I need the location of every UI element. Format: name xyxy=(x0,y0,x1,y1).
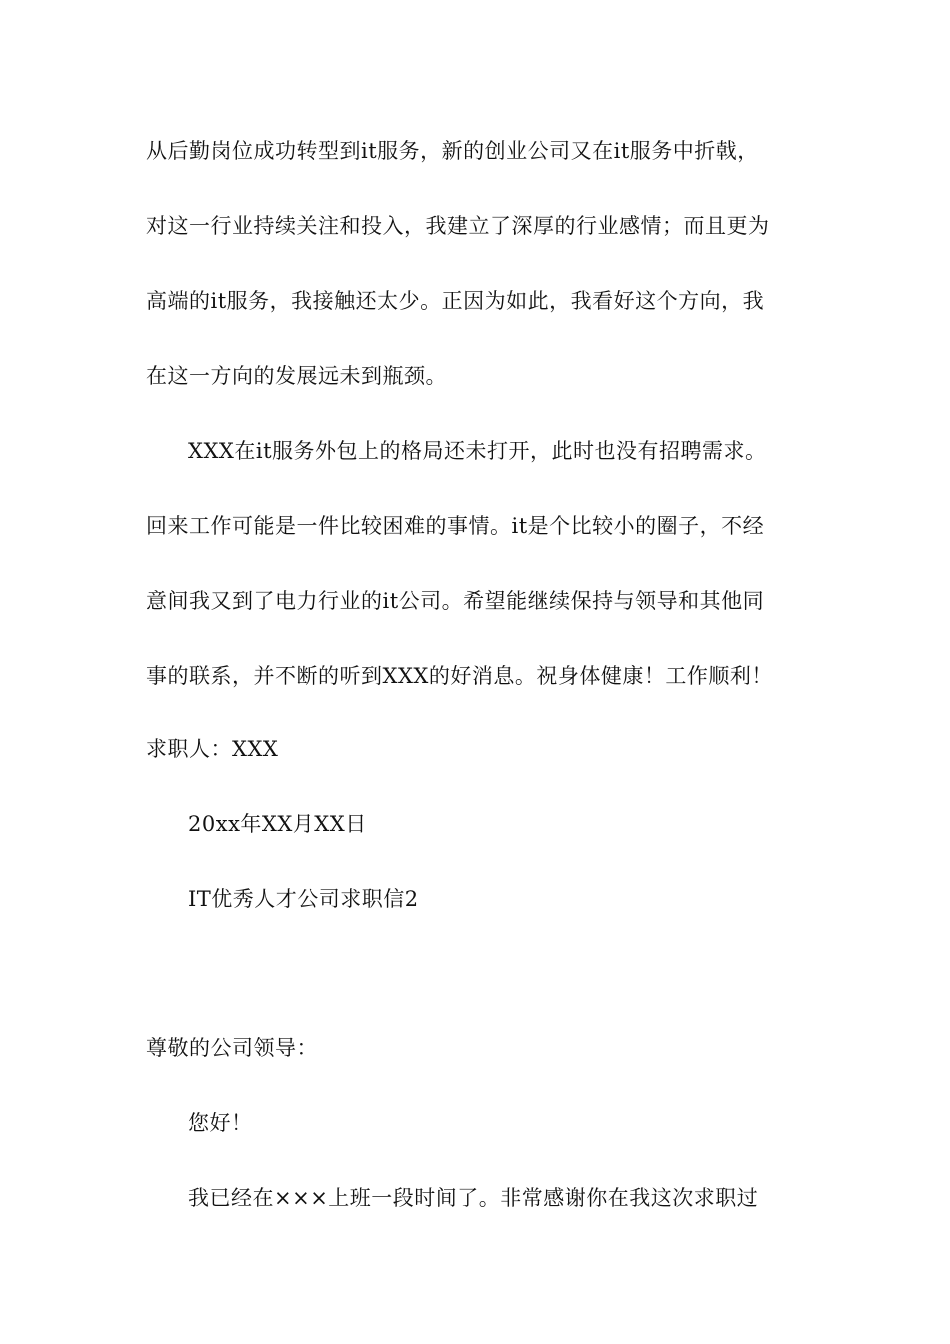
body-line-2: 对这一行业持续关注和投入，我建立了深厚的行业感情；而且更为 xyxy=(146,214,770,238)
signature-line: 求职人：XXX xyxy=(146,737,279,761)
body-line-5: XXX在it服务外包上的格局还未打开，此时也没有招聘需求。 xyxy=(188,439,767,463)
body-line-4: 在这一方向的发展远未到瓶颈。 xyxy=(146,364,447,388)
date-line: 20xx年XX月XX日 xyxy=(188,812,367,836)
body-line-9: 我已经在×××上班一段时间了。非常感谢你在我这次求职过 xyxy=(188,1186,759,1210)
section-title: IT优秀人才公司求职信2 xyxy=(188,887,419,911)
body-line-6: 回来工作可能是一件比较困难的事情。it是个比较小的圈子，不经 xyxy=(146,514,765,538)
body-line-7: 意间我又到了电力行业的it公司。希望能继续保持与领导和其他同 xyxy=(146,589,765,613)
greeting: 您好！ xyxy=(188,1111,253,1135)
body-line-3: 高端的it服务，我接触还太少。正因为如此，我看好这个方向，我 xyxy=(146,289,765,313)
body-line-1: 从后勤岗位成功转型到it服务，新的创业公司又在it服务中折戟， xyxy=(146,139,759,163)
salutation: 尊敬的公司领导： xyxy=(146,1036,318,1060)
body-line-8: 事的联系，并不断的听到XXX的好消息。祝身体健康！工作顺利！ xyxy=(146,664,773,688)
